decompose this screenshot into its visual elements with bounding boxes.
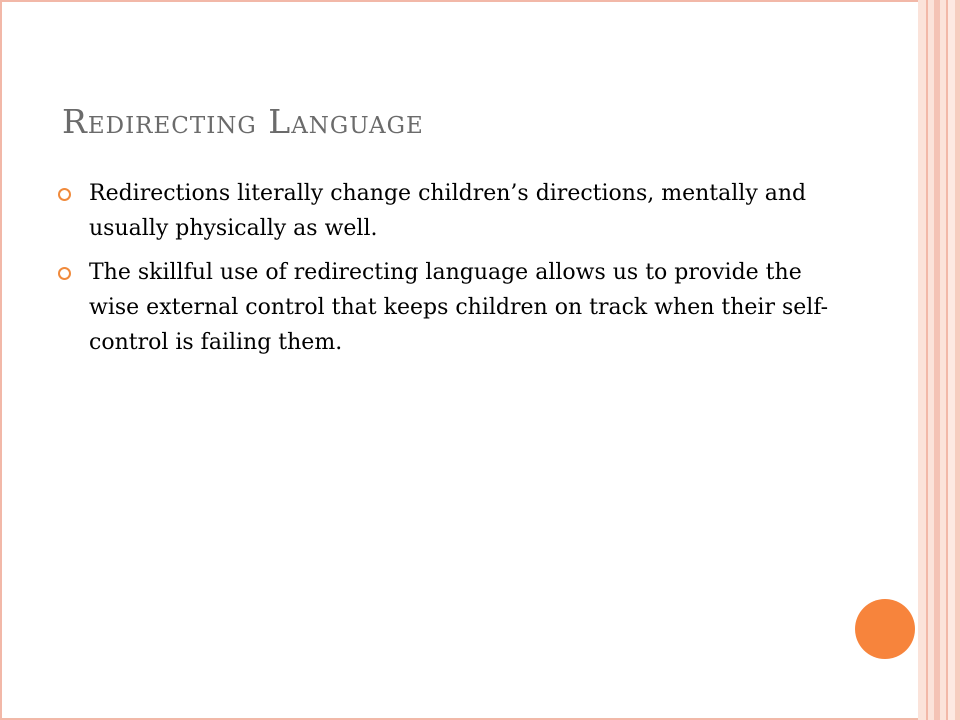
orange-circle-icon xyxy=(855,599,915,659)
hollow-circle-bullet-icon xyxy=(58,188,71,201)
slide-title: Redirecting Language xyxy=(62,102,424,141)
hollow-circle-bullet-icon xyxy=(58,267,71,280)
bullet-text: The skillful use of redirecting language allows us to provide the wise external control that keeps children on track when their self-control is failing them. xyxy=(89,260,829,355)
stripe xyxy=(918,0,926,720)
list-item xyxy=(56,255,856,360)
slide-frame-left xyxy=(0,0,2,720)
stripe xyxy=(955,0,960,720)
list-item xyxy=(56,176,856,246)
bullet-text: Redirections literally change children’s directions, mentally and usually physically as well. xyxy=(89,181,807,241)
slide-frame-top xyxy=(0,0,930,2)
stripe xyxy=(948,0,955,720)
decorative-stripes xyxy=(918,0,960,720)
bullet-list xyxy=(56,176,856,369)
